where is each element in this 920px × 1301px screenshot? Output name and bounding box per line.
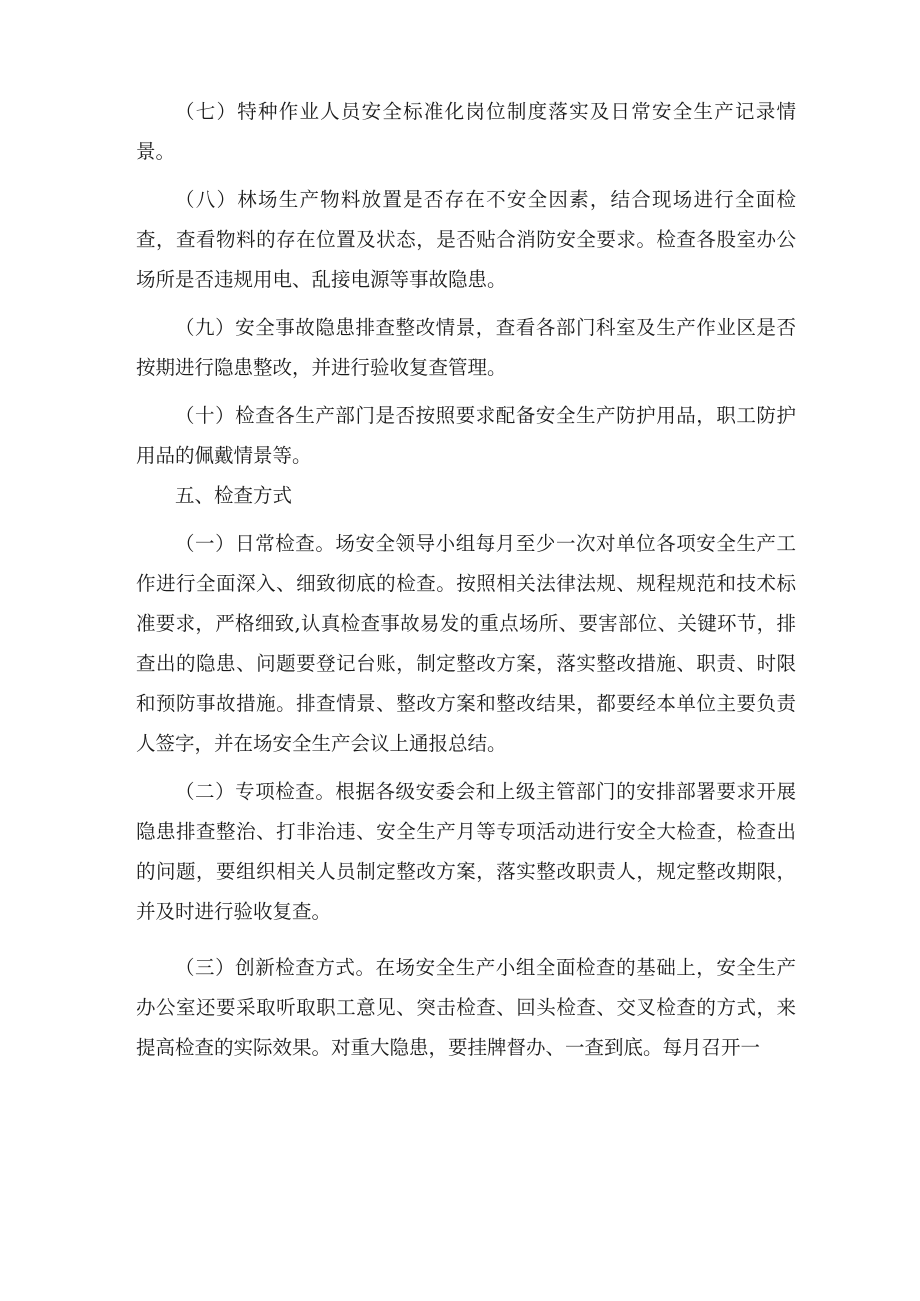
paragraph-item-8: （八）林场生产物料放置是否存在不安全因素，结合现场进行全面检查，查看物料的存在位置及状态，是否贴合消防安全要求。检查各股室办公场所是否违规用电、乱接电源等事故隐患。 xyxy=(136,188,796,291)
document-body xyxy=(136,92,796,1068)
paragraph-special-inspection: （二）专项检查。根据各级安委会和上级主管部门的安排部署要求开展隐患排查整治、打非治违、安全生产月等专项活动进行安全大检查，检查出的问题，要组织相关人员制定整改方案，落实整改职责人，规定整改期限，并及时进行验收复查。 xyxy=(136,780,796,923)
paragraph-item-9: （九）安全事故隐患排查整改情景，查看各部门科室及生产作业区是否按期进行隐患整改，并进行验收复查管理。 xyxy=(136,316,796,379)
paragraph-item-7: （七）特种作业人员安全标准化岗位制度落实及日常安全生产记录情景。 xyxy=(136,100,796,163)
section-heading-inspection-methods: 五、检查方式 xyxy=(175,484,293,507)
paragraph-innovative-inspection: （三）创新检查方式。在场安全生产小组全面检查的基础上，安全生产办公室还要采取听取职工意见、突击检查、回头检查、交叉检查的方式，来提高检查的实际效果。对重大隐患，要挂牌督办、一查到底。每月召开一 xyxy=(136,956,796,1059)
paragraph-item-10: （十）检查各生产部门是否按照要求配备安全生产防护用品，职工防护用品的佩戴情景等。 xyxy=(136,404,796,467)
paragraph-daily-inspection: （一）日常检查。场安全领导小组每月至少一次对单位各项安全生产工作进行全面深入、细致彻底的检查。按照相关法律法规、规程规范和技术标准要求，严格细致,认真检查事故易发的重点场所、要害部位、关键环节，排查出的隐患、问题要登记台账，制定整改方案，落实整改措施、职责、时限和预防事故措施。排查情景、整改方案和整改结果，都要经本单位主要负责人签字，并在场安全生产会议上通报总结。 xyxy=(136,532,796,755)
